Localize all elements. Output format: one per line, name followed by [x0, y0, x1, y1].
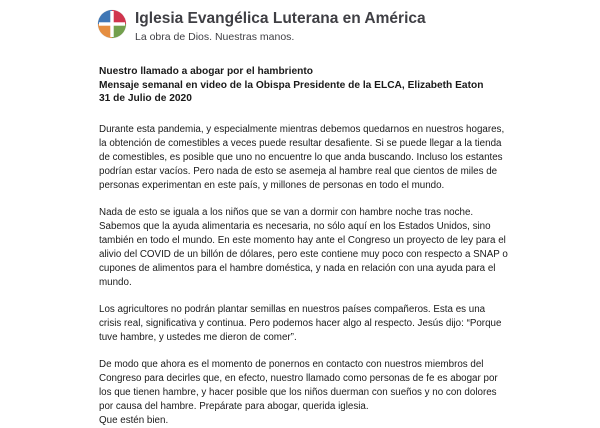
body-paragraph-3: Los agricultores no podrán plantar semillas en nuestros países compañeros. Esta es una crisis real, significativa y continua. Pero podemos hacer algo al respecto. Jesús dijo: “Porque tuve hambre, y ustedes me dieron de comer”.: [99, 304, 502, 343]
body-paragraph-2: Nada de esto se iguala a los niños que se van a dormir con hambre noche tras noche. Sabemos que la ayuda alimentaria es necesaria, no sólo aquí en los Estados Unidos, sino también en todo el mundo. En este momento hay ante el Congreso un proyecto de ley para el alivio del COVID de un billón de dólares, pero este contiene muy poco con respecto a SNAP o cupones de alimentos para el hambre doméstica, y nada en relación con una ayuda para el mundo.: [99, 207, 508, 288]
closing-line: Que estén bien.: [99, 415, 169, 426]
message-heading: [99, 65, 483, 106]
body-paragraph-1: Durante esta pandemia, y especialmente mientras debemos quedarnos en nuestros hogares, la obtención de comestibles a veces puede resultar desafiente. Si se puede llegar a la tienda de comestibles, es posible que uno no encuentre lo que anda buscando. Incluso los estantes podrían estar vacíos. Pero nada de esto se asemeja al hambre real que cientos de miles de personas experimentan en este país, y millones de personas en todo el mundo.: [99, 124, 505, 191]
elca-cross-logo-icon: [97, 9, 127, 39]
organization-tagline: La obra de Dios. Nuestras manos.: [135, 31, 295, 43]
organization-name: Iglesia Evangélica Luterana en América: [135, 10, 426, 27]
message-date: 31 de Julio de 2020: [99, 93, 192, 104]
message-subtitle: Mensaje semanal en video de la Obispa Presidente de la ELCA, Elizabeth Eaton: [99, 79, 484, 91]
message-body: [99, 123, 509, 428]
body-paragraph-4: De modo que ahora es el momento de ponernos en contacto con nuestros miembros del Congreso para decirles que, en efecto, nuestro llamado como personas de fe es abogar por los que tienen hambre, y hacer posible que los niños duerman con sueños y no con dolores por causa del hambre. Prepárate para abogar, querida iglesia.: [99, 359, 498, 412]
message-title: Nuestro llamado a abogar por el hambriento: [99, 66, 313, 77]
